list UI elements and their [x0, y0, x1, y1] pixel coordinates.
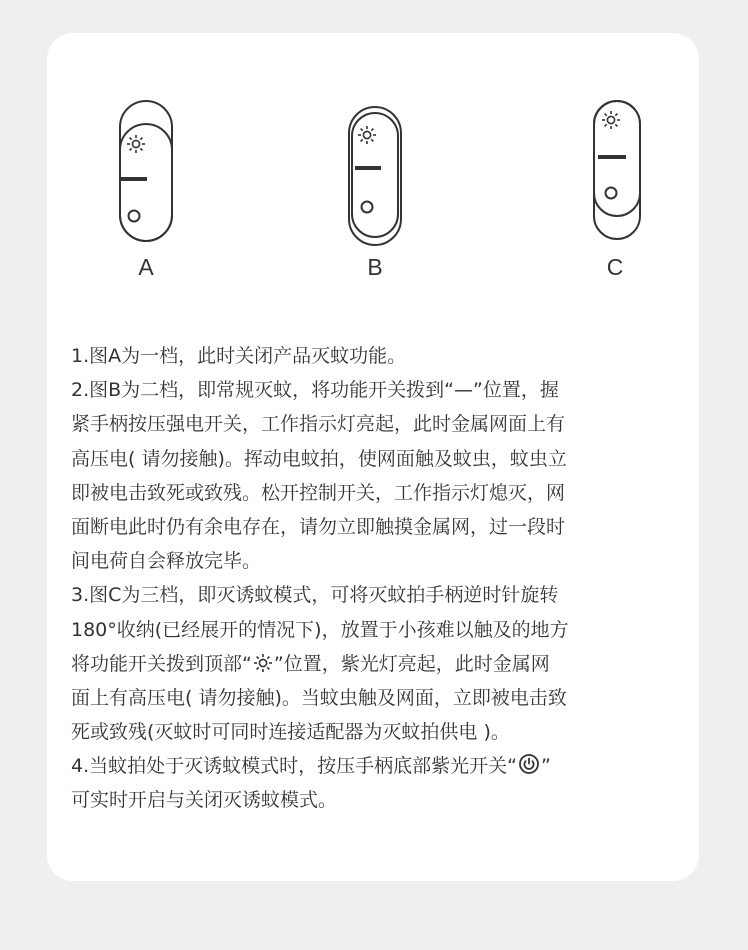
power-icon — [518, 753, 540, 775]
instruction-line — [71, 749, 683, 783]
figure-a — [116, 99, 176, 309]
figure-b — [345, 99, 405, 309]
figure-label: A — [138, 254, 154, 280]
switch-diagram-c — [585, 99, 645, 249]
power-button — [129, 211, 140, 222]
instructions-text — [71, 339, 683, 818]
instruction-line — [71, 647, 683, 681]
instruction-line: 死或致残(灭蚊时可同时连接适配器为灭蚊拍供电 )。 — [71, 721, 510, 744]
bar-mark — [121, 177, 147, 181]
instruction-line: 1.图A为一档，此时关闭产品灭蚊功能。 — [71, 345, 407, 367]
figure-c — [585, 99, 645, 309]
instruction-line: 可实时开启与关闭灭诱蚊模式。 — [71, 789, 338, 812]
instruction-line: 紧手柄按压强电开关，工作指示灯亮起，此时金属网面上有 — [71, 413, 566, 436]
instruction-line: 面上有高压电( 请勿接触)。当蚊虫触及网面，立即被电击致 — [71, 686, 567, 709]
close-quote: ” — [540, 755, 551, 778]
power-button — [606, 188, 617, 199]
instruction-line: 高压电( 请勿接触)。挥动电蚊拍，使网面触及蚊虫，蚊虫立 — [71, 447, 567, 470]
power-button — [362, 202, 373, 213]
sun-icon — [253, 653, 273, 673]
sun-icon — [602, 111, 620, 129]
bar-mark — [598, 155, 626, 159]
switch-diagram-b — [345, 99, 405, 249]
instruction-line: 即被电击致死或致残。松开控制开关，工作指示灯熄灭，网 — [71, 481, 566, 504]
sun-icon — [127, 135, 145, 153]
instruction-line: 180°收纳(已经展开的情况下)，放置于小孩难以触及的地方 — [71, 618, 569, 641]
open-quote: “ — [242, 652, 252, 675]
instruction-line: 2.图B为二档，即常规灭蚊，将功能开关拨到“—”位置，握 — [71, 379, 559, 402]
instruction-line: 间电荷自会释放完毕。 — [71, 550, 262, 573]
bar-mark — [355, 166, 381, 170]
switch-diagram-a — [116, 99, 176, 249]
instruction-text: 4.当蚊拍处于灭诱蚊模式时，按压手柄底部紫光开关“ — [71, 755, 517, 778]
instruction-line: 面断电此时仍有余电存在，请勿立即触摸金属网，过一段时 — [71, 515, 566, 538]
instruction-card — [47, 33, 699, 881]
sun-icon — [358, 126, 376, 144]
instruction-text: ”位置，紫光灯亮起，此时金属网 — [273, 652, 550, 675]
figure-label: B — [367, 254, 383, 280]
instruction-text: 将功能开关拨到顶部 — [71, 652, 243, 675]
instruction-line: 3.图C为三档，即灭诱蚊模式，可将灭蚊拍手柄逆时针旋转 — [71, 584, 559, 607]
figure-label: C — [606, 254, 624, 280]
